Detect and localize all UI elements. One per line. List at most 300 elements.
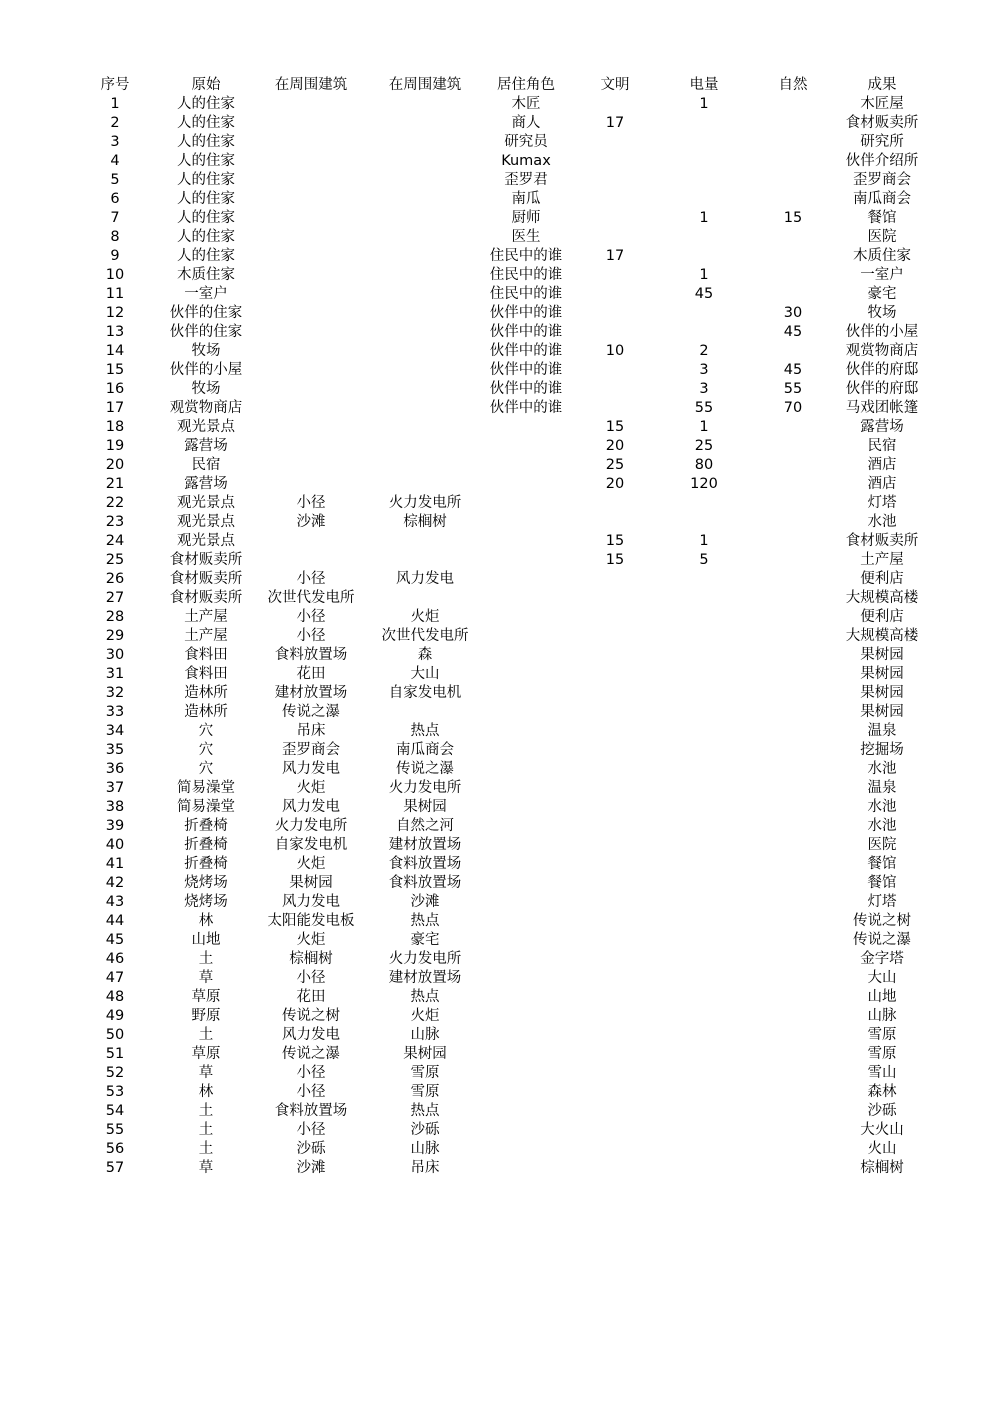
cell-original: 食材贩卖所 bbox=[169, 590, 243, 606]
cell-resident-role: 伙伴中的谁 bbox=[489, 400, 563, 416]
cell-index: 3 bbox=[110, 134, 120, 150]
cell-nature bbox=[750, 133, 836, 152]
cell-power bbox=[658, 684, 750, 703]
cell-result: 伙伴的府邸 bbox=[845, 381, 919, 397]
cell-index: 14 bbox=[105, 343, 125, 359]
cell-result: 马戏团帐篷 bbox=[845, 400, 919, 416]
cell-nature bbox=[750, 741, 836, 760]
cell-result: 豪宅 bbox=[867, 286, 897, 302]
cell-nature bbox=[750, 95, 836, 114]
cell-nearby-building-1: 花田 bbox=[296, 989, 326, 1005]
cell-nature: 45 bbox=[783, 362, 803, 378]
cell-resident-role: 研究员 bbox=[504, 134, 548, 150]
cell-nearby-building-2 bbox=[370, 380, 480, 399]
cell-index: 40 bbox=[105, 837, 125, 853]
cell-original: 土 bbox=[198, 1103, 214, 1119]
cell-nature bbox=[750, 646, 836, 665]
cell-power bbox=[658, 228, 750, 247]
cell-resident-role bbox=[480, 437, 572, 456]
cell-original: 观光景点 bbox=[177, 533, 235, 549]
cell-nature bbox=[750, 1007, 836, 1026]
cell-resident-role bbox=[480, 627, 572, 646]
cell-nature bbox=[750, 1083, 836, 1102]
cell-civilization bbox=[572, 1026, 658, 1045]
cell-resident-role: 商人 bbox=[511, 115, 541, 131]
cell-resident-role bbox=[480, 494, 572, 513]
cell-original: 人的住家 bbox=[177, 153, 235, 169]
cell-civilization bbox=[572, 285, 658, 304]
cell-power: 3 bbox=[699, 381, 709, 397]
table-row bbox=[70, 342, 928, 361]
cell-resident-role bbox=[480, 1083, 572, 1102]
cell-original: 折叠椅 bbox=[184, 818, 228, 834]
cell-resident-role bbox=[480, 722, 572, 741]
cell-resident-role bbox=[480, 855, 572, 874]
cell-original: 人的住家 bbox=[177, 248, 235, 264]
cell-nearby-building-1 bbox=[252, 190, 370, 209]
cell-nearby-building-2: 食料放置场 bbox=[388, 856, 462, 872]
cell-original: 烧烤场 bbox=[184, 875, 228, 891]
cell-original: 食材贩卖所 bbox=[169, 552, 243, 568]
cell-resident-role bbox=[480, 1045, 572, 1064]
cell-civilization bbox=[572, 684, 658, 703]
cell-nature bbox=[750, 266, 836, 285]
cell-index: 43 bbox=[105, 894, 125, 910]
cell-original: 山地 bbox=[191, 932, 221, 948]
cell-civilization bbox=[572, 817, 658, 836]
cell-result: 果树园 bbox=[860, 704, 904, 720]
cell-resident-role bbox=[480, 1159, 572, 1178]
cell-original: 烧烤场 bbox=[184, 894, 228, 910]
cell-nature bbox=[750, 798, 836, 817]
table-row bbox=[70, 152, 928, 171]
cell-nature bbox=[750, 988, 836, 1007]
cell-nearby-building-2: 次世代发电所 bbox=[381, 628, 469, 644]
cell-civilization bbox=[572, 304, 658, 323]
header-nearby-building-1: 在周围建筑 bbox=[274, 77, 348, 93]
cell-civilization bbox=[572, 931, 658, 950]
cell-result: 伙伴的小屋 bbox=[845, 324, 919, 340]
cell-nearby-building-1 bbox=[252, 532, 370, 551]
cell-resident-role bbox=[480, 950, 572, 969]
cell-result: 食材贩卖所 bbox=[845, 533, 919, 549]
table-row bbox=[70, 931, 928, 950]
table-row bbox=[70, 570, 928, 589]
cell-civilization bbox=[572, 399, 658, 418]
cell-nearby-building-1 bbox=[252, 304, 370, 323]
cell-nearby-building-1: 花田 bbox=[296, 666, 326, 682]
cell-civilization bbox=[572, 95, 658, 114]
cell-power: 1 bbox=[699, 210, 709, 226]
table-row bbox=[70, 855, 928, 874]
cell-nature bbox=[750, 475, 836, 494]
cell-power bbox=[658, 722, 750, 741]
cell-nearby-building-2: 建材放置场 bbox=[388, 970, 462, 986]
cell-index: 24 bbox=[105, 533, 125, 549]
cell-index: 57 bbox=[105, 1160, 125, 1176]
cell-index: 19 bbox=[105, 438, 125, 454]
cell-original: 简易澡堂 bbox=[177, 799, 235, 815]
cell-index: 18 bbox=[105, 419, 125, 435]
cell-nearby-building-1: 建材放置场 bbox=[274, 685, 348, 701]
cell-index: 54 bbox=[105, 1103, 125, 1119]
cell-original: 人的住家 bbox=[177, 210, 235, 226]
cell-nearby-building-2 bbox=[370, 114, 480, 133]
table-row bbox=[70, 684, 928, 703]
cell-nearby-building-2: 热点 bbox=[410, 1103, 440, 1119]
cell-nature bbox=[750, 1045, 836, 1064]
header-power: 电量 bbox=[689, 77, 719, 93]
cell-result: 大火山 bbox=[860, 1122, 904, 1138]
cell-result: 酒店 bbox=[867, 476, 897, 492]
cell-nearby-building-2 bbox=[370, 285, 480, 304]
cell-nature bbox=[750, 437, 836, 456]
cell-result: 挖掘场 bbox=[860, 742, 904, 758]
cell-nearby-building-2: 果树园 bbox=[403, 799, 447, 815]
cell-nature bbox=[750, 342, 836, 361]
cell-nearby-building-1: 传说之瀑 bbox=[282, 1046, 340, 1062]
cell-resident-role bbox=[480, 646, 572, 665]
cell-nearby-building-2 bbox=[370, 475, 480, 494]
cell-result: 餐馆 bbox=[867, 210, 897, 226]
cell-nature bbox=[750, 665, 836, 684]
cell-nature bbox=[750, 893, 836, 912]
cell-result: 沙砾 bbox=[867, 1103, 897, 1119]
cell-nearby-building-1: 棕榈树 bbox=[289, 951, 333, 967]
cell-nearby-building-1: 食料放置场 bbox=[274, 1103, 348, 1119]
cell-power bbox=[658, 152, 750, 171]
cell-nature bbox=[750, 1140, 836, 1159]
cell-nature bbox=[750, 190, 836, 209]
cell-result: 水池 bbox=[867, 761, 897, 777]
table-row bbox=[70, 532, 928, 551]
cell-nearby-building-1: 火炬 bbox=[296, 780, 326, 796]
cell-nature bbox=[750, 171, 836, 190]
cell-index: 48 bbox=[105, 989, 125, 1005]
cell-civilization bbox=[572, 893, 658, 912]
cell-resident-role: 伙伴中的谁 bbox=[489, 343, 563, 359]
table-row bbox=[70, 95, 928, 114]
cell-nearby-building-1 bbox=[252, 380, 370, 399]
cell-nearby-building-1: 小径 bbox=[296, 609, 326, 625]
cell-original: 牧场 bbox=[191, 343, 221, 359]
cell-index: 52 bbox=[105, 1065, 125, 1081]
cell-nearby-building-2: 火力发电所 bbox=[388, 495, 462, 511]
cell-civilization bbox=[572, 1045, 658, 1064]
cell-resident-role: 住民中的谁 bbox=[489, 267, 563, 283]
cell-nearby-building-1: 果树园 bbox=[289, 875, 333, 891]
cell-original: 观光景点 bbox=[177, 514, 235, 530]
cell-resident-role bbox=[480, 551, 572, 570]
cell-nearby-building-1 bbox=[252, 323, 370, 342]
table-row bbox=[70, 1102, 928, 1121]
cell-resident-role bbox=[480, 513, 572, 532]
table-row bbox=[70, 646, 928, 665]
cell-nature bbox=[750, 1121, 836, 1140]
table-row bbox=[70, 817, 928, 836]
cell-result: 火山 bbox=[867, 1141, 897, 1157]
table-row bbox=[70, 399, 928, 418]
cell-nature bbox=[750, 608, 836, 627]
cell-nature: 30 bbox=[783, 305, 803, 321]
cell-nature bbox=[750, 228, 836, 247]
cell-original: 人的住家 bbox=[177, 191, 235, 207]
cell-nearby-building-2: 建材放置场 bbox=[388, 837, 462, 853]
cell-nearby-building-2 bbox=[370, 323, 480, 342]
cell-nearby-building-2: 传说之瀑 bbox=[396, 761, 454, 777]
cell-nearby-building-2 bbox=[370, 361, 480, 380]
cell-power bbox=[658, 323, 750, 342]
table-row bbox=[70, 1045, 928, 1064]
cell-nature bbox=[750, 456, 836, 475]
cell-nearby-building-1: 吊床 bbox=[296, 723, 326, 739]
cell-nearby-building-1: 小径 bbox=[296, 970, 326, 986]
cell-nearby-building-2 bbox=[370, 589, 480, 608]
cell-index: 4 bbox=[110, 153, 120, 169]
cell-result: 研究所 bbox=[860, 134, 904, 150]
table-row bbox=[70, 171, 928, 190]
cell-index: 44 bbox=[105, 913, 125, 929]
cell-nearby-building-1 bbox=[252, 114, 370, 133]
cell-civilization bbox=[572, 1102, 658, 1121]
table-row bbox=[70, 874, 928, 893]
cell-resident-role: Kumax bbox=[501, 153, 551, 169]
cell-power bbox=[658, 133, 750, 152]
cell-index: 27 bbox=[105, 590, 125, 606]
cell-nearby-building-2: 火力发电所 bbox=[388, 951, 462, 967]
cell-power bbox=[658, 1026, 750, 1045]
cell-original: 土产屋 bbox=[184, 628, 228, 644]
cell-civilization bbox=[572, 950, 658, 969]
cell-nearby-building-1: 小径 bbox=[296, 1065, 326, 1081]
table-row bbox=[70, 798, 928, 817]
cell-power bbox=[658, 817, 750, 836]
table-row bbox=[70, 741, 928, 760]
table-row bbox=[70, 779, 928, 798]
cell-original: 牧场 bbox=[191, 381, 221, 397]
cell-nearby-building-1 bbox=[252, 266, 370, 285]
cell-index: 5 bbox=[110, 172, 120, 188]
table-row bbox=[70, 703, 928, 722]
cell-power bbox=[658, 893, 750, 912]
table-row bbox=[70, 969, 928, 988]
cell-power: 1 bbox=[699, 419, 709, 435]
cell-nearby-building-2 bbox=[370, 551, 480, 570]
cell-nearby-building-2 bbox=[370, 95, 480, 114]
cell-power: 1 bbox=[699, 267, 709, 283]
cell-power bbox=[658, 874, 750, 893]
cell-index: 21 bbox=[105, 476, 125, 492]
cell-original: 穴 bbox=[198, 761, 214, 777]
cell-civilization bbox=[572, 266, 658, 285]
cell-nearby-building-1: 小径 bbox=[296, 495, 326, 511]
cell-nearby-building-2: 热点 bbox=[410, 989, 440, 1005]
cell-index: 13 bbox=[105, 324, 125, 340]
cell-nature bbox=[750, 513, 836, 532]
cell-resident-role bbox=[480, 589, 572, 608]
cell-resident-role bbox=[480, 969, 572, 988]
cell-original: 土产屋 bbox=[184, 609, 228, 625]
cell-nature bbox=[750, 285, 836, 304]
cell-nature bbox=[750, 779, 836, 798]
table-row bbox=[70, 836, 928, 855]
cell-nearby-building-1: 风力发电 bbox=[282, 894, 340, 910]
cell-power bbox=[658, 798, 750, 817]
cell-original: 土 bbox=[198, 1122, 214, 1138]
cell-civilization bbox=[572, 988, 658, 1007]
cell-nearby-building-1: 风力发电 bbox=[282, 1027, 340, 1043]
cell-civilization bbox=[572, 646, 658, 665]
cell-power: 45 bbox=[694, 286, 714, 302]
cell-resident-role: 伙伴中的谁 bbox=[489, 305, 563, 321]
cell-power bbox=[658, 665, 750, 684]
cell-index: 49 bbox=[105, 1008, 125, 1024]
cell-nearby-building-1 bbox=[252, 247, 370, 266]
cell-power bbox=[658, 1064, 750, 1083]
cell-power bbox=[658, 836, 750, 855]
cell-resident-role bbox=[480, 1007, 572, 1026]
cell-original: 民宿 bbox=[191, 457, 221, 473]
cell-nearby-building-1: 小径 bbox=[296, 1122, 326, 1138]
cell-civilization bbox=[572, 133, 658, 152]
cell-index: 6 bbox=[110, 191, 120, 207]
cell-resident-role bbox=[480, 741, 572, 760]
cell-original: 林 bbox=[198, 913, 214, 929]
cell-nature bbox=[750, 152, 836, 171]
cell-result: 酒店 bbox=[867, 457, 897, 473]
cell-civilization bbox=[572, 741, 658, 760]
cell-resident-role bbox=[480, 817, 572, 836]
table-row bbox=[70, 950, 928, 969]
header-nature: 自然 bbox=[778, 77, 808, 93]
cell-result: 灯塔 bbox=[867, 495, 897, 511]
cell-resident-role: 医生 bbox=[511, 229, 541, 245]
cell-original: 观赏物商店 bbox=[169, 400, 243, 416]
cell-nearby-building-1: 风力发电 bbox=[282, 761, 340, 777]
cell-original: 草 bbox=[198, 1065, 214, 1081]
header-civilization: 文明 bbox=[600, 77, 630, 93]
cell-power: 2 bbox=[699, 343, 709, 359]
cell-original: 伙伴的小屋 bbox=[169, 362, 243, 378]
table-row bbox=[70, 912, 928, 931]
cell-result: 雪原 bbox=[867, 1046, 897, 1062]
cell-resident-role bbox=[480, 1140, 572, 1159]
cell-index: 45 bbox=[105, 932, 125, 948]
cell-civilization bbox=[572, 1007, 658, 1026]
cell-result: 雪山 bbox=[867, 1065, 897, 1081]
cell-civilization: 10 bbox=[605, 343, 625, 359]
cell-nature bbox=[750, 551, 836, 570]
table-row bbox=[70, 627, 928, 646]
cell-index: 28 bbox=[105, 609, 125, 625]
header-nearby-building-2: 在周围建筑 bbox=[388, 77, 462, 93]
cell-result: 传说之瀑 bbox=[853, 932, 911, 948]
cell-nature bbox=[750, 874, 836, 893]
cell-resident-role bbox=[480, 570, 572, 589]
cell-nature bbox=[750, 1159, 836, 1178]
cell-result: 露营场 bbox=[860, 419, 904, 435]
cell-index: 31 bbox=[105, 666, 125, 682]
cell-civilization bbox=[572, 608, 658, 627]
table-row bbox=[70, 1026, 928, 1045]
cell-nature bbox=[750, 532, 836, 551]
cell-nearby-building-2 bbox=[370, 437, 480, 456]
cell-index: 9 bbox=[110, 248, 120, 264]
cell-nature bbox=[750, 114, 836, 133]
table-row bbox=[70, 589, 928, 608]
cell-index: 11 bbox=[105, 286, 125, 302]
cell-nearby-building-1: 小径 bbox=[296, 628, 326, 644]
cell-resident-role: 住民中的谁 bbox=[489, 248, 563, 264]
cell-power bbox=[658, 646, 750, 665]
cell-original: 食材贩卖所 bbox=[169, 571, 243, 587]
cell-nearby-building-1 bbox=[252, 456, 370, 475]
cell-resident-role bbox=[480, 684, 572, 703]
cell-original: 造林所 bbox=[184, 704, 228, 720]
cell-index: 20 bbox=[105, 457, 125, 473]
cell-power bbox=[658, 988, 750, 1007]
table-row bbox=[70, 893, 928, 912]
cell-result: 木匠屋 bbox=[860, 96, 904, 112]
cell-result: 土产屋 bbox=[860, 552, 904, 568]
cell-result: 果树园 bbox=[860, 685, 904, 701]
cell-nearby-building-1: 小径 bbox=[296, 571, 326, 587]
cell-resident-role bbox=[480, 1121, 572, 1140]
cell-civilization bbox=[572, 874, 658, 893]
cell-power: 25 bbox=[694, 438, 714, 454]
cell-nearby-building-1 bbox=[252, 399, 370, 418]
cell-original: 土 bbox=[198, 1141, 214, 1157]
header-original: 原始 bbox=[191, 77, 221, 93]
cell-original: 穴 bbox=[198, 723, 214, 739]
cell-index: 32 bbox=[105, 685, 125, 701]
cell-power bbox=[658, 1007, 750, 1026]
cell-nearby-building-2: 大山 bbox=[410, 666, 440, 682]
cell-civilization bbox=[572, 1159, 658, 1178]
cell-resident-role bbox=[480, 608, 572, 627]
cell-nearby-building-2: 果树园 bbox=[403, 1046, 447, 1062]
cell-civilization bbox=[572, 779, 658, 798]
cell-nearby-building-1: 传说之树 bbox=[282, 1008, 340, 1024]
cell-power: 3 bbox=[699, 362, 709, 378]
cell-original: 食料田 bbox=[184, 666, 228, 682]
cell-result: 金字塔 bbox=[860, 951, 904, 967]
cell-power bbox=[658, 1140, 750, 1159]
cell-civilization bbox=[572, 171, 658, 190]
cell-nearby-building-2: 食料放置场 bbox=[388, 875, 462, 891]
cell-result: 传说之树 bbox=[853, 913, 911, 929]
cell-nearby-building-2: 山脉 bbox=[410, 1027, 440, 1043]
cell-index: 41 bbox=[105, 856, 125, 872]
cell-power bbox=[658, 741, 750, 760]
cell-nearby-building-2 bbox=[370, 304, 480, 323]
cell-nature bbox=[750, 855, 836, 874]
cell-index: 34 bbox=[105, 723, 125, 739]
cell-result: 餐馆 bbox=[867, 875, 897, 891]
cell-power bbox=[658, 114, 750, 133]
cell-power: 1 bbox=[699, 533, 709, 549]
cell-original: 人的住家 bbox=[177, 229, 235, 245]
cell-original: 草 bbox=[198, 1160, 214, 1176]
cell-nearby-building-1 bbox=[252, 171, 370, 190]
cell-nearby-building-2 bbox=[370, 171, 480, 190]
cell-result: 雪原 bbox=[867, 1027, 897, 1043]
cell-nature bbox=[750, 912, 836, 931]
cell-index: 46 bbox=[105, 951, 125, 967]
cell-civilization bbox=[572, 513, 658, 532]
cell-result: 大规模高楼 bbox=[845, 628, 919, 644]
table-row bbox=[70, 722, 928, 741]
